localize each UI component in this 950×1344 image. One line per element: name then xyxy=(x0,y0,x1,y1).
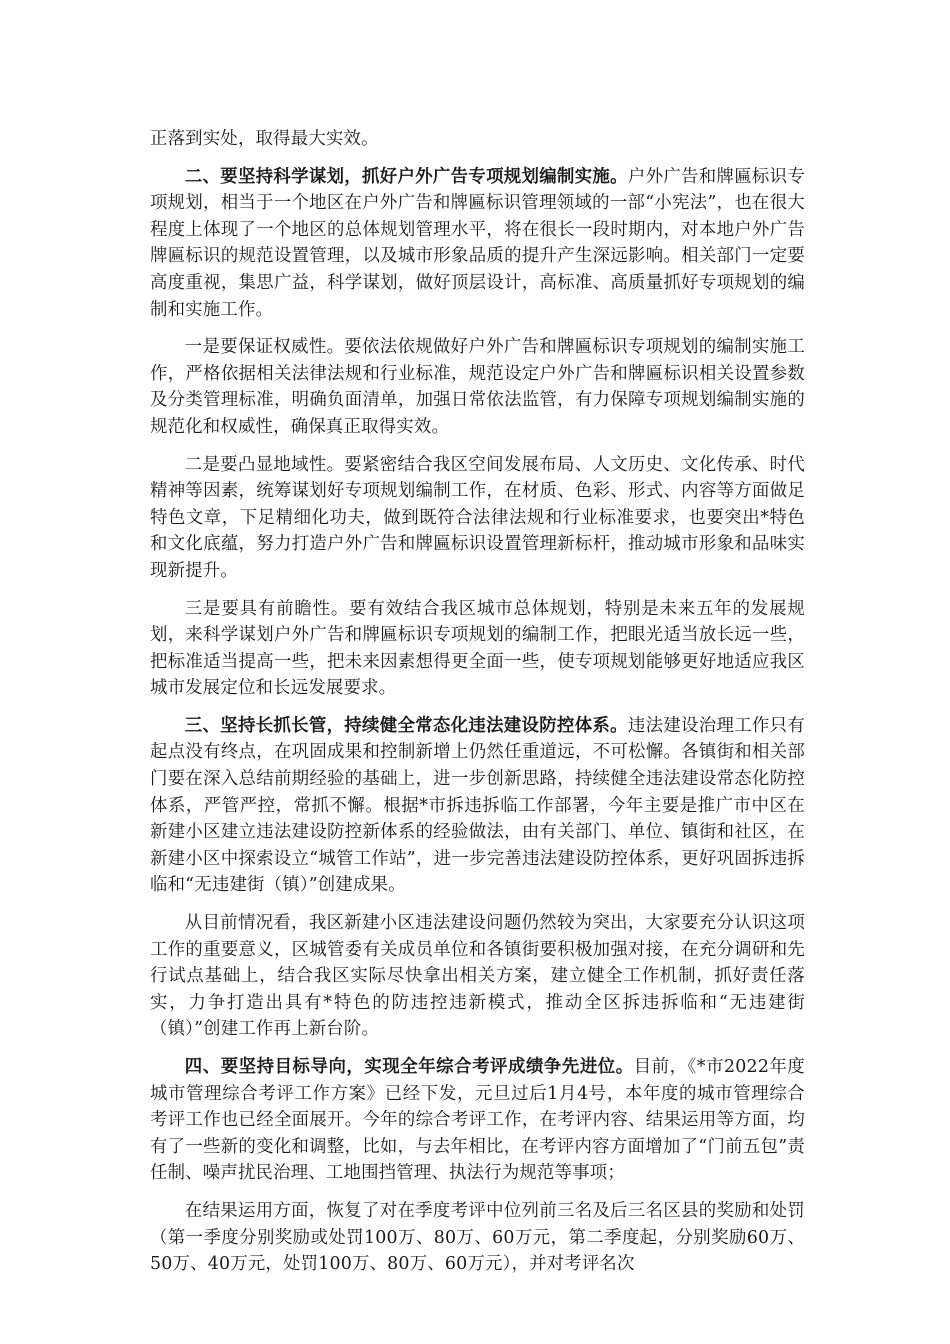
section-heading: 四、要坚持目标导向，实现全年综合考评成绩争先进位。 xyxy=(184,1057,634,1077)
paragraph-continuation xyxy=(150,126,805,153)
paragraph-section-two xyxy=(150,164,805,324)
section-heading: 二、要坚持科学谋划，抓好户外广告专项规划编制实施。 xyxy=(184,166,628,187)
paragraph-regional xyxy=(150,452,805,585)
paragraph-text: 一是要保证权威性。要依法依规做好户外广告和牌匾标识专项规划的编制实施工作，严格依据相关法律法规和行业标准，规范设定户外广告和牌匾标识相关设置参数及分类管理标准，明确负面清单，加强日常依法监管，有力保障专项规划编制实施的规范化和权威性，确保真正取得实效。 xyxy=(150,337,805,437)
paragraph-results xyxy=(150,1198,805,1278)
paragraph-authority xyxy=(150,334,805,440)
paragraph-forward-looking xyxy=(150,596,805,702)
paragraph-text: 目前，《*市2022年度城市管理综合考评工作方案》已经下发，元旦过后1月4号，本年度的城市管理综合考评工作也已经全面展开。今年的综合考评工作，在考评内容、结果运用等方面，均有了一些新的变化和调整，比如，与去年相比，在考评内容方面增加了“门前五包”责任制、噪声扰民治理、工地围挡管理、执法行为规范等事项； xyxy=(150,1057,805,1184)
paragraph-text: 二是要凸显地域性。要紧密结合我区空间发展布局、人文历史、文化传承、时代精神等因素，统筹谋划好专项规划编制工作，在材质、色彩、形式、内容等方面做足特色文章，下足精细化功夫，做到既符合法律法规和行业标准要求，也要突出*特色和文化底蕴，努力打造户外广告和牌匾标识设置管理新标杆，推动城市形象和品味实现新提升。 xyxy=(150,454,805,581)
paragraph-section-three xyxy=(150,713,805,899)
paragraph-section-four xyxy=(150,1054,805,1187)
section-heading: 三、坚持长抓长管，持续健全常态化违法建设防控体系。 xyxy=(184,715,628,736)
paragraph-current-situation xyxy=(150,910,805,1043)
paragraph-text: 三是要具有前瞻性。要有效结合我区城市总体规划，特别是未来五年的发展规划，来科学谋划户外广告和牌匾标识专项规划的编制工作，把眼光适当放长远一些，把标准适当提高一些，把未来因素想得更全面一些，使专项规划能够更好地适应我区城市发展定位和长远发展要求。 xyxy=(150,598,805,699)
document-page xyxy=(150,126,805,1289)
paragraph-text: 正落到实处，取得最大实效。 xyxy=(150,129,379,149)
paragraph-text: 在结果运用方面，恢复了对在季度考评中位列前三名及后三名区县的奖励和处罚（第一季度分别奖励或处罚100万、80万、60万元，第二季度起，分别奖励60万、50万、40万元，处罚100万、80万、60万元），并对考评名次 xyxy=(150,1200,805,1275)
paragraph-text: 从目前情况看，我区新建小区违法建设问题仍然较为突出，大家要充分认识这项工作的重要意义，区城管委有关成员单位和各镇街要积极加强对接，在充分调研和先行试点基础上，结合我区实际尽快拿出相关方案，建立健全工作机制，抓好责任落实，力争打造出具有*特色的防违控违新模式，推动全区拆违拆临和“无违建街（镇）”创建工作再上新台阶。 xyxy=(150,913,805,1040)
paragraph-text: 户外广告和牌匾标识专项规划，相当于一个地区在户外广告和牌匾标识管理领域的一部“小宪法”，也在很大程度上体现了一个地区的总体规划管理水平，将在很长一段时期内，对本地户外广告牌匾标识的规范设置管理，以及城市形象品质的提升产生深远影响。相关部门一定要高度重视，集思广益，科学谋划，做好顶层设计，高标准、高质量抓好专项规划的编制和实施工作。 xyxy=(150,166,805,320)
paragraph-text: 违法建设治理工作只有起点没有终点，在巩固成果和控制新增上仍然任重道远，不可松懈。各镇街和相关部门要在深入总结前期经验的基础上，进一步创新思路，持续健全违法建设常态化防控体系，严管严控，常抓不懈。根据*市拆违拆临工作部署，今年主要是推广市中区在新建小区建立违法建设防控新体系的经验做法，由有关部门、单位、镇街和社区，在新建小区中探索设立“城管工作站”，进一步完善违法建设防控体系，更好巩固拆违拆临和“无违建街（镇）”创建成果。 xyxy=(150,715,805,896)
